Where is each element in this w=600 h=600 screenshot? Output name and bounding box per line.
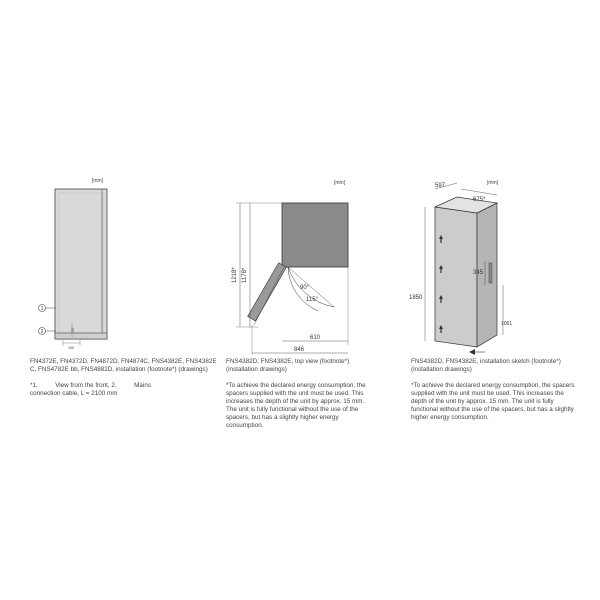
footnote-front-view-line2: connection cable, L = 2100 mm: [30, 390, 118, 397]
dim-1218: 1218*: [232, 267, 238, 283]
installation-sketch-drawing: [405, 175, 515, 355]
caption-front-view: FN4372E, FN4372D, FN4872D, FN4874C, FNS4382E, FNS4382E C, FNS4782E bb, FNS4882D, installation (footnote*) (drawings): [30, 358, 217, 373]
top-view-svg: [222, 175, 362, 355]
callout-2: [39, 328, 57, 336]
caption-installation-sketch: FNS4382D, FNS4382E, installation sketch (footnote*) (installation drawings): [411, 358, 561, 373]
dim-25: 25: [71, 328, 75, 332]
front-view-svg: [30, 175, 120, 355]
dim-597: 597: [435, 183, 446, 189]
unit-label: [mm]: [92, 178, 104, 184]
footnote-front-view-line1: *1. View from the front, 2. Mains: [30, 382, 151, 389]
caption-top-view: FNS4382D, FNS4382E, top view (footnote*) (installation drawings): [226, 358, 350, 373]
svg-text:2: 2: [40, 329, 44, 335]
dim-1178: 1178*: [242, 267, 248, 283]
footnote-installation-sketch: *To achieve the declared energy consumption, the spacers supplied with the unit must be used. This increases the depth of the unit by approx. 15 mm. The unit is fully functional without the use of the spacers, but has a slightly higher energy consumption.: [411, 382, 575, 421]
svg-text:1: 1: [40, 306, 44, 312]
dim-100: 100: [68, 346, 74, 350]
dim-1061: 1061: [501, 321, 513, 327]
unit-label: [mm]: [334, 180, 346, 186]
dim-610: 610: [310, 335, 321, 341]
footnote-top-view: *To achieve the declared energy consumption, the spacers supplied with the unit must be used. This increases the depth of the unit by approx. 15 mm. The unit is fully functional without the use of the spacers, but has a slightly higher energy consumption.: [226, 382, 366, 429]
dim-345: 345: [473, 270, 484, 276]
dim-115-deg: 115°: [306, 297, 318, 303]
callout-1: [39, 305, 57, 313]
dim-846: 846: [294, 347, 305, 353]
installation-sketch-svg: [405, 175, 515, 355]
unit-label: [mm]: [487, 180, 499, 186]
dim-675: 675*: [473, 197, 486, 203]
dim-90-deg: 90°: [300, 285, 310, 291]
dim-1850: 1850: [409, 295, 423, 301]
top-view-drawing: [222, 175, 362, 355]
front-view-drawing: [30, 175, 120, 355]
